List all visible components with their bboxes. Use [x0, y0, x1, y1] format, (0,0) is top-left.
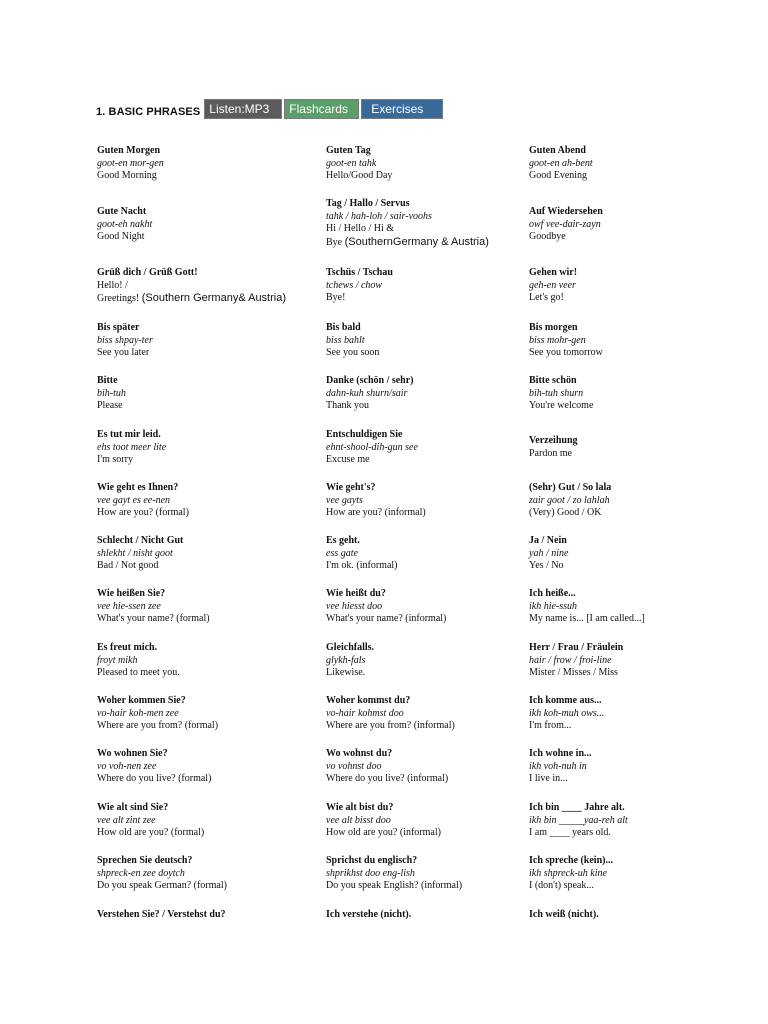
english-translation: How old are you? (formal)	[97, 827, 205, 838]
phrase-entry	[326, 642, 374, 680]
pronunciation: ikh koh-muh ows...	[529, 707, 605, 719]
pronunciation: ikh hie-ssuh	[529, 600, 578, 612]
phrase-entry	[97, 145, 164, 183]
pronunciation: ikh shpreck-uh kine	[529, 867, 607, 879]
english-translation: See you later	[97, 347, 150, 358]
pronunciation: biss mohr-gen	[529, 334, 586, 346]
german-phrase: Wo wohnen Sie?	[97, 748, 168, 759]
german-phrase: Bitte schön	[529, 375, 577, 386]
pronunciation: shprikhst doo eng-lish	[326, 867, 415, 879]
german-phrase: Ich verstehe (nicht).	[326, 909, 412, 920]
german-phrase: Bis später	[97, 322, 140, 333]
phrase-entry	[97, 322, 153, 360]
phrase-entry	[326, 535, 398, 573]
german-phrase: Tschüs / Tschau	[326, 267, 393, 278]
english-translation: Please	[97, 400, 123, 411]
german-phrase: Ja / Nein	[529, 535, 567, 546]
pronunciation: vo voh-nen zee	[97, 760, 157, 772]
german-phrase: Wo wohnst du?	[326, 748, 393, 759]
phrase-entry	[97, 642, 180, 680]
pronunciation: yah / nine	[529, 547, 569, 559]
english-translation: What's your name? (formal)	[97, 613, 210, 624]
german-phrase: Ich heiße...	[529, 588, 576, 599]
phrase-entry	[326, 375, 414, 413]
english-translation: Goodbye	[529, 231, 566, 242]
phrase-entry	[97, 909, 226, 922]
phrase-entry	[326, 855, 462, 893]
pronunciation: glykh-fals	[326, 654, 366, 666]
english-translation: Excuse me	[326, 454, 370, 465]
flashcards-button[interactable]: Flashcards	[284, 99, 359, 119]
english-translation: Where do you live? (informal)	[326, 773, 449, 784]
phrase-entry	[97, 802, 204, 840]
english-translation: I'm ok. (informal)	[326, 560, 398, 571]
german-phrase: Es tut mir leid.	[97, 429, 161, 440]
german-phrase: Wie geht's?	[326, 482, 376, 493]
english-translation: What's your name? (informal)	[326, 613, 447, 624]
english-translation-cont: Bye	[326, 236, 343, 248]
german-phrase: Guten Tag	[326, 145, 371, 156]
pronunciation: vee hie-ssen zee	[97, 600, 161, 612]
english-translation: Do you speak English? (informal)	[326, 880, 463, 891]
phrase-entry	[97, 748, 211, 786]
phrase-entry	[326, 267, 393, 305]
german-phrase: Es geht.	[326, 535, 360, 546]
german-phrase: Auf Wiedersehen	[529, 206, 603, 217]
phrase-entry	[97, 375, 126, 413]
pronunciation: vee alt bisst doo	[326, 814, 391, 826]
phrase-entry	[529, 375, 593, 413]
pronunciation: tahk / hah-loh / sair-voohs	[326, 210, 432, 222]
pronunciation: owf vee-dair-zayn	[529, 218, 601, 230]
german-phrase: Ich komme aus...	[529, 695, 602, 706]
german-phrase: Ich bin ____ Jahre alt.	[529, 802, 625, 813]
english-translation: (Very) Good / OK	[529, 507, 602, 518]
pronunciation: bih-tuh	[97, 387, 126, 399]
phrase-entry	[529, 482, 611, 520]
english-translation: I live in...	[529, 773, 568, 784]
phrase-entry	[97, 267, 286, 306]
phrase-entry	[529, 909, 599, 922]
english-translation: See you soon	[326, 347, 380, 358]
phrase-entry	[529, 588, 645, 626]
english-translation: Mister / Misses / Miss	[529, 667, 618, 678]
english-translation: Let's go!	[529, 292, 564, 303]
phrase-entry	[97, 482, 189, 520]
pronunciation: zair goot / zo lahlah	[529, 494, 610, 506]
english-translation: Good Morning	[97, 170, 157, 181]
phrase-entry	[97, 588, 210, 626]
english-translation: Where are you from? (informal)	[326, 720, 455, 731]
english-translation: Bad / Not good	[97, 560, 159, 571]
pronunciation: vee alt zint zee	[97, 814, 156, 826]
english-translation: Good Evening	[529, 170, 588, 181]
pronunciation: ess gate	[326, 547, 358, 559]
pronunciation: ehs toot meer lite	[97, 441, 167, 453]
german-phrase: Grüß dich / Grüß Gott!	[97, 267, 198, 278]
german-phrase: (Sehr) Gut / So lala	[529, 482, 612, 493]
phrase-entry	[326, 909, 411, 922]
german-phrase: Guten Morgen	[97, 145, 161, 156]
pronunciation: bih-tuh shurn	[529, 387, 584, 399]
english-translation: I am ____ years old.	[529, 827, 611, 838]
pronunciation: dahn-kuh shurn/sair	[326, 387, 408, 399]
german-phrase: Ich weiß (nicht).	[529, 909, 599, 920]
pronunciation: vo vohnst doo	[326, 760, 382, 772]
section-header	[96, 99, 445, 119]
pronunciation: ikh voh-nuh in	[529, 760, 587, 772]
english-translation: I (don't) speak...	[529, 880, 594, 891]
phrase-entry	[529, 145, 593, 183]
german-phrase: Sprechen Sie deutsch?	[97, 855, 193, 866]
phrase-entry	[529, 855, 613, 893]
pronunciation: vee gayt es ee-nen	[97, 494, 171, 506]
region-note: (Southern Germany& Austria)	[141, 292, 287, 304]
pronunciation: shpreck-en zee doytch	[97, 867, 185, 879]
phrase-entry	[326, 748, 448, 786]
english-translation-cont: Greetings!	[97, 293, 140, 304]
phrase-entry	[97, 855, 227, 893]
english-translation: Hello/Good Day	[326, 170, 393, 181]
english-translation: I'm sorry	[97, 454, 133, 465]
english-translation: Thank you	[326, 400, 370, 411]
phrase-entry	[97, 695, 218, 733]
english-translation: Good Night	[97, 231, 145, 242]
phrase-entry	[326, 482, 426, 520]
listen-mp3-button[interactable]: Listen:MP3	[204, 99, 282, 119]
german-phrase: Wie alt sind Sie?	[97, 802, 169, 813]
pronunciation: vee hiesst doo	[326, 600, 383, 612]
pronunciation: biss shpay-ter	[97, 334, 153, 346]
phrase-entry	[529, 435, 578, 460]
german-phrase: Bis morgen	[529, 322, 578, 333]
section-title: 1. BASIC PHRASES	[96, 105, 201, 118]
german-phrase: Herr / Frau / Fräulein	[529, 642, 624, 653]
english-translation: Where do you live? (formal)	[97, 773, 212, 784]
german-phrase: Verstehen Sie? / Verstehst du?	[97, 909, 226, 920]
english-translation: Pleased to meet you.	[97, 667, 180, 678]
german-phrase: Danke (schön / sehr)	[326, 375, 414, 386]
phrase-entry	[326, 322, 379, 360]
english-translation: How are you? (informal)	[326, 507, 426, 518]
english-translation: Likewise.	[326, 667, 366, 678]
phrase-entry	[529, 267, 577, 305]
english-translation: How old are you? (informal)	[326, 827, 441, 838]
phrase-entry	[529, 802, 628, 840]
german-phrase: Guten Abend	[529, 145, 586, 156]
english-translation: Do you speak German? (formal)	[97, 880, 227, 891]
german-phrase: Sprichst du englisch?	[326, 855, 418, 866]
phrase-entry	[529, 748, 592, 786]
german-phrase: Verzeihung	[529, 435, 578, 446]
phrase-entry	[326, 429, 418, 467]
english-translation: Where are you from? (formal)	[97, 720, 219, 731]
english-translation: You're welcome	[529, 400, 594, 411]
english-translation: See you tomorrow	[529, 347, 603, 358]
phrase-entry	[529, 206, 603, 244]
pronunciation: goot-en mor-gen	[97, 157, 164, 169]
german-phrase: Es freut mich.	[97, 642, 158, 653]
phrase-entry	[529, 695, 604, 733]
english-translation: Bye!	[326, 292, 346, 303]
german-phrase: Bis bald	[326, 322, 361, 333]
pronunciation: shlekht / nisht goot	[97, 547, 173, 559]
german-phrase: Gehen wir!	[529, 267, 578, 278]
pronunciation: biss bahlt	[326, 334, 365, 346]
german-phrase: Woher kommst du?	[326, 695, 411, 706]
pronunciation: goot-eh nakht	[97, 218, 153, 230]
phrase-entry	[326, 695, 455, 733]
german-phrase: Gleichfalls.	[326, 642, 375, 653]
german-phrase: Bitte	[97, 375, 118, 386]
pronunciation: froyt mikh	[97, 654, 138, 666]
phrase-entry	[326, 145, 392, 183]
phrase-entry	[326, 588, 446, 626]
exercises-button[interactable]: Exercises	[361, 99, 443, 119]
english-translation: How are you? (formal)	[97, 507, 189, 518]
english-translation: My name is... [I am called...]	[529, 613, 645, 624]
pronunciation: goot-en tahk	[326, 157, 377, 169]
pronunciation: vo-hair kohmst doo	[326, 707, 404, 719]
pronunciation: tchews / chow	[326, 279, 383, 291]
german-phrase: Schlecht / Nicht Gut	[97, 535, 184, 546]
german-phrase: Ich wohne in...	[529, 748, 592, 759]
english-translation: I'm from...	[529, 720, 572, 731]
german-phrase: Wie heißen Sie?	[97, 588, 166, 599]
pronunciation: ehnt-shool-dih-gun see	[326, 441, 418, 453]
german-phrase: Entschuldigen Sie	[326, 429, 403, 440]
phrase-entry	[97, 535, 183, 573]
german-phrase: Ich spreche (kein)...	[529, 855, 613, 866]
german-phrase: Wie geht es Ihnen?	[97, 482, 179, 493]
pronunciation: vee gayts	[326, 494, 363, 506]
german-phrase: Gute Nacht	[97, 206, 147, 217]
phrase-entry	[529, 642, 623, 680]
pronunciation: geh-en veer	[529, 279, 576, 291]
phrase-entry	[529, 322, 603, 360]
phrase-entry	[326, 802, 441, 840]
pronunciation: vo-hair koh-men zee	[97, 707, 179, 719]
german-phrase: Tag / Hallo / Servus	[326, 198, 410, 209]
pronunciation: hair / frow / froi-line	[529, 654, 612, 666]
german-phrase: Wie heißt du?	[326, 588, 386, 599]
english-translation: Hi / Hello / Hi &	[326, 223, 395, 234]
english-translation: Pardon me	[529, 447, 573, 459]
pronunciation: goot-en ah-bent	[529, 157, 593, 169]
phrase-entry	[529, 535, 568, 573]
english-translation: Hello! /	[97, 279, 128, 291]
pronunciation: ikh bin _____yaa-reh alt	[529, 814, 628, 826]
region-note: (SouthernGermany & Austria)	[344, 235, 489, 248]
phrase-entry	[97, 206, 152, 244]
german-phrase: Wie alt bist du?	[326, 802, 394, 813]
phrase-entry	[326, 198, 489, 249]
english-translation: Yes / No	[529, 560, 564, 571]
german-phrase: Woher kommen Sie?	[97, 695, 186, 706]
phrase-entry	[97, 429, 166, 467]
